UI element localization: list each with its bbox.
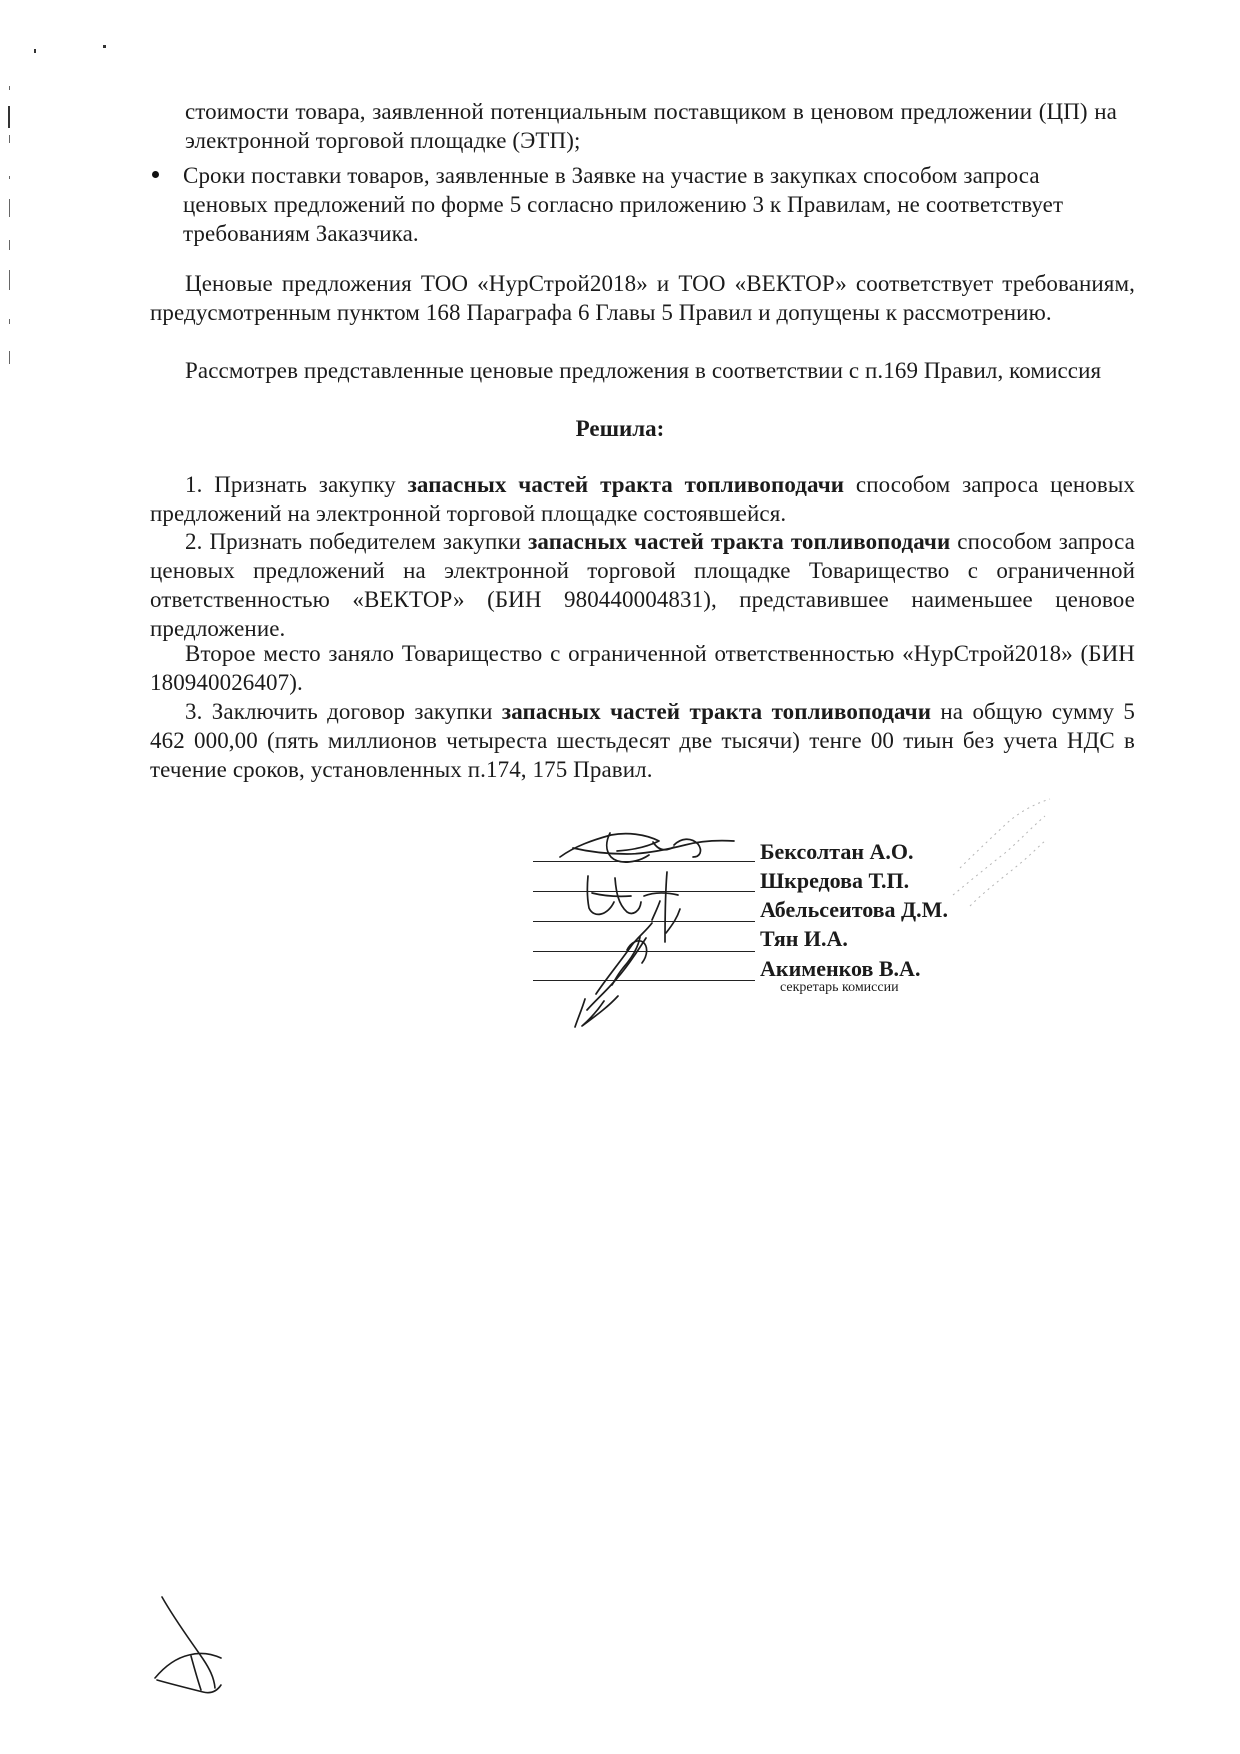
- decision-item-3-subject: запасных частей тракта топливоподачи: [501, 699, 932, 724]
- margin-scan-mark: [9, 176, 10, 179]
- margin-scan-mark: [8, 106, 10, 128]
- decision-item-1-subject: запасных частей тракта топливоподачи: [407, 472, 845, 497]
- decision-item-1-suffix: способом запроса ценовых предложений на электронной торговой площадке состоявшейся.: [150, 472, 1135, 526]
- signer-name: Бексолтан А.О.: [760, 839, 914, 864]
- margin-scan-mark: [9, 86, 10, 90]
- handwritten-signatures: [520, 820, 1000, 1050]
- signer-name: Акименков В.А.: [760, 956, 921, 981]
- secretary-note: секретарь комиссии: [780, 980, 899, 995]
- bullet-line: ценовых предложений по форме 5 согласно приложению 3 к Правилам, не соответствует: [183, 192, 1064, 217]
- decision-item-3-prefix: 3. Заключить договор закупки: [185, 699, 502, 724]
- margin-scan-mark: [9, 319, 10, 324]
- second-place-paragraph: Второе место заняло Товарищество с ограниченной ответственностью «НурСтрой2018» (БИН 180940026407).: [150, 641, 1135, 695]
- decision-item-3-suffix: на общую сумму 5 462 000,00 (пять миллионов четыреста шестьдесят две тысячи) тенге 00 тиын без учета НДС в течение сроков, установленных п.174, 175 Правил.: [150, 699, 1135, 782]
- decision-item-1: [150, 470, 1135, 528]
- scan-speck: [34, 49, 36, 53]
- decision-item-3: [150, 697, 1135, 784]
- initials-mark: [150, 1592, 245, 1697]
- continued-bullet-text: стоимости товара, заявленной потенциальным поставщиком в ценовом предложении (ЦП) на электронной торговой площадке (ЭТП);: [185, 99, 1117, 153]
- decision-heading: Решила:: [575, 416, 665, 441]
- decision-item-2: [150, 527, 1135, 643]
- decision-item-2-subject: запасных частей тракта топливоподачи: [528, 529, 951, 554]
- review-paragraph: Рассмотрев представленные ценовые предложения в соответствии с п.169 Правил, комиссия: [185, 358, 1102, 383]
- admission-paragraph: Ценовые предложения ТОО «НурСтрой2018» и ТОО «ВЕКТОР» соответствует требованиям, предусмотренным пунктом 168 Параграфа 6 Главы 5 Правил и допущены к рассмотрению.: [150, 271, 1135, 325]
- bullet-line: Сроки поставки товаров, заявленные в Заявке на участие в закупках способом запроса: [183, 163, 1040, 188]
- margin-scan-mark: [9, 240, 10, 250]
- decision-item-2-prefix: 2. Признать победителем закупки: [185, 529, 529, 554]
- signer-name: Шкредова Т.П.: [760, 868, 910, 893]
- margin-scan-mark: [9, 135, 10, 143]
- scan-speck: [103, 45, 106, 48]
- faint-stamp-mark: [950, 798, 1060, 908]
- signer-name: Тян И.А.: [760, 926, 848, 951]
- bullet-item: [150, 161, 1135, 251]
- bullet-line: требованиям Заказчика.: [183, 221, 419, 246]
- decision-item-1-prefix: 1. Признать закупку: [185, 472, 408, 497]
- decision-item-2-suffix: способом запроса ценовых предложений на электронной торговой площадке Товарищество с ограниченной ответственностью «ВЕКТОР» (БИН 980440004831), представившее наименьшее ценовое предложение.: [150, 529, 1135, 641]
- margin-scan-mark: [9, 199, 10, 217]
- margin-scan-mark: [9, 351, 10, 364]
- margin-scan-mark: [9, 270, 10, 290]
- signer-name: Абельсеитова Д.М.: [760, 897, 948, 922]
